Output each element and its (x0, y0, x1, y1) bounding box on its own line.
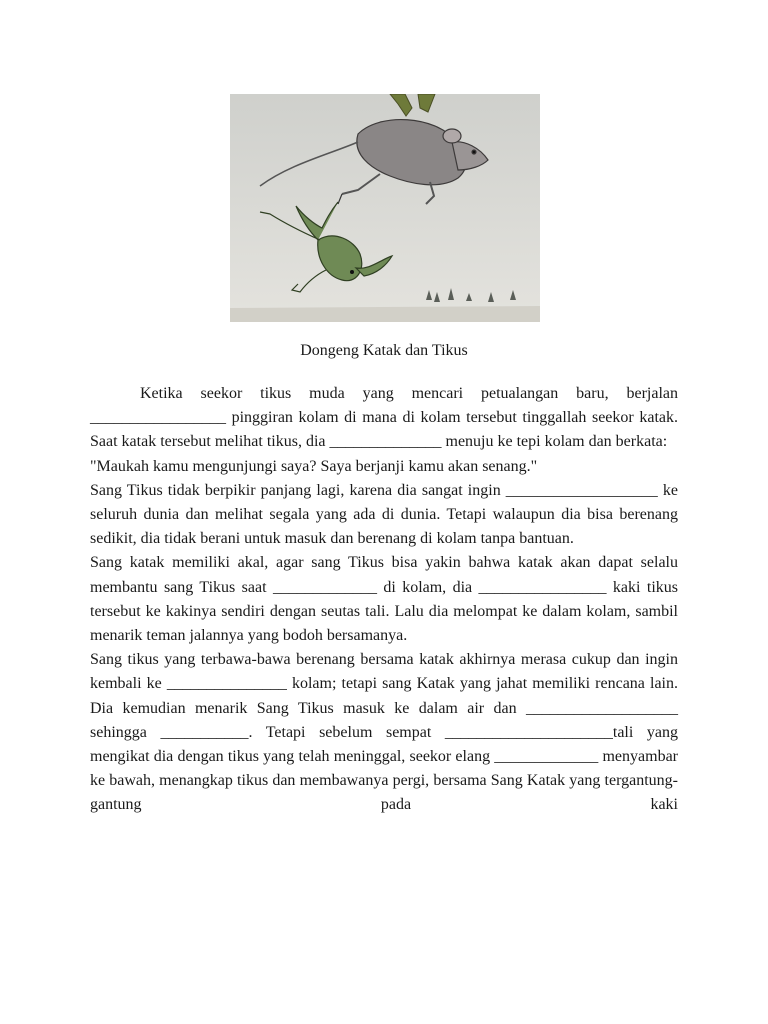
paragraph-4: Sang katak memiliki akal, agar sang Tikus bisa yakin bahwa katak akan dapat selalu membantu sang Tikus saat _____________ di kolam, dia ________________ kaki tikus tersebut ke kakinya sendiri dengan seutas tali. Lalu dia melompat ke dalam kolam, sambil menarik teman jalannya yang bodoh bersamanya. (90, 554, 678, 645)
paragraph-2: "Maukah kamu mengunjungi saya? Saya berjanji kamu akan senang." (90, 457, 538, 475)
story-body (90, 382, 678, 818)
story-title: Dongeng Katak dan Tikus (300, 342, 468, 359)
paragraph-1: Ketika seekor tikus muda yang mencari petualangan baru, berjalan _________________ pinggiran kolam di mana di kolam tersebut tinggallah seekor katak. Saat katak tersebut melihat tikus, dia ______________ menuju ke tepi kolam dan berkata: (90, 385, 678, 451)
paragraph-3: Sang Tikus tidak berpikir panjang lagi, karena dia sangat ingin ___________________ ke seluruh dunia dan melihat segala yang ada di dunia. Tetapi walaupun dia bisa berenang sedikit, dia tidak berani untuk masuk dan berenang di kolam tanpa bantuan. (90, 481, 678, 548)
horizon (230, 306, 540, 322)
paragraph-5: Sang tikus yang terbawa-bawa berenang bersama katak akhirnya merasa cukup dan ingin kembali ke _______________ kolam; tetapi sang Katak yang jahat memiliki rencana lain. Dia kemudian menarik Sang Tikus masuk ke dalam air dan ___________________ sehingga ___________. Tetapi sebelum sempat _____________________tali yang mengikat dia dengan tikus yang telah meninggal, seekor elang _____________ menyambar ke bawah, menangkap tikus dan membawanya pergi, bersama Sang Katak yang tergantung-gantung pada kaki (90, 651, 678, 814)
story-illustration (230, 94, 540, 322)
